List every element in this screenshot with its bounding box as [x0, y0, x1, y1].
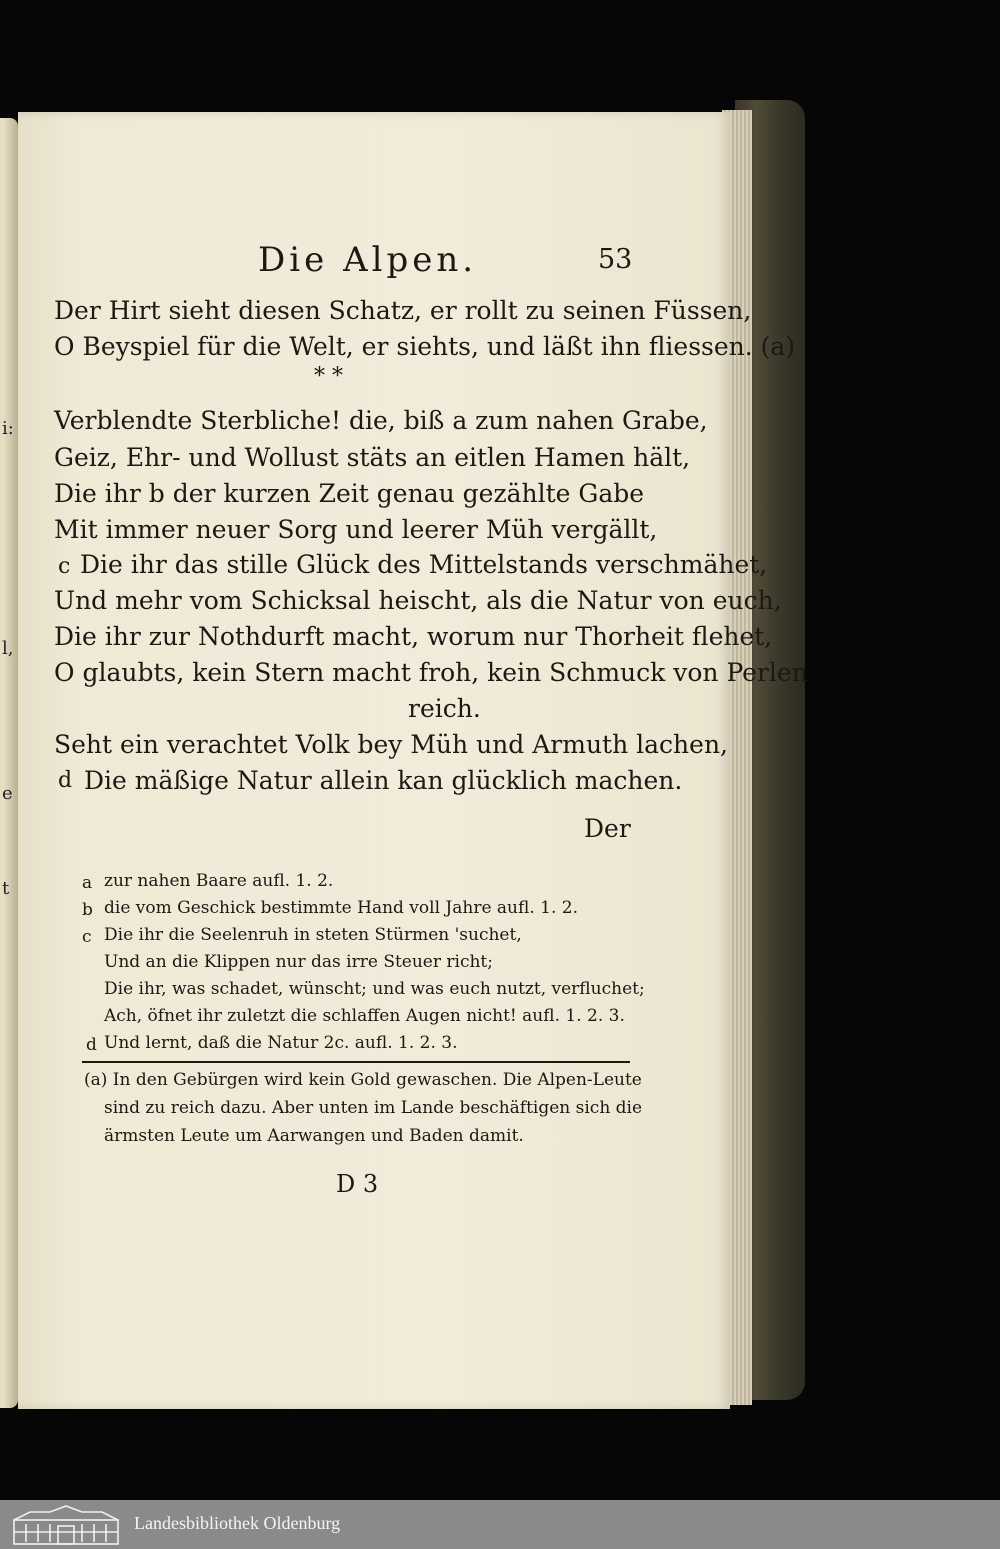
- variant-marker: a: [82, 873, 93, 893]
- variant-marker: d: [58, 768, 73, 793]
- catchword: Der: [584, 814, 631, 843]
- verse-line: Die ihr b der kurzen Zeit genau gezählte Gabe: [54, 479, 645, 508]
- variant-line: Und an die Klippen nur das irre Steuer richt;: [104, 952, 493, 972]
- verse-line: Mit immer neuer Sorg und leerer Müh vergällt,: [54, 515, 658, 544]
- section-asterisks: * *: [314, 364, 343, 389]
- verse-line: Die ihr zur Nothdurft macht, worum nur Thorheit flehet,: [54, 622, 773, 651]
- variant-marker: d: [86, 1035, 97, 1055]
- library-building-icon: [10, 1504, 122, 1546]
- variant-line: Die ihr die Seelenruh in steten Stürmen 'suchet,: [104, 925, 522, 945]
- footer-bar: [0, 1500, 1000, 1549]
- variant-line: Ach, öfnet ihr zuletzt die schlaffen Augen nicht! aufl. 1. 2. 3.: [104, 1006, 625, 1026]
- verse-line: Geiz, Ehr- und Wollust stäts an eitlen Hamen hält,: [54, 443, 691, 472]
- verse-line: O glaubts, kein Stern macht froh, kein Schmuck von Perlen: [54, 658, 808, 687]
- variant-marker: b: [82, 900, 93, 920]
- verse-line: Die ihr das stille Glück des Mittelstands verschmähet,: [80, 550, 768, 579]
- footnote-rule: [82, 1061, 630, 1063]
- variant-marker: c: [58, 554, 71, 579]
- verse-line: Der Hirt sieht diesen Schatz, er rollt zu seinen Füssen,: [54, 296, 752, 325]
- variant-marker: c: [82, 927, 92, 947]
- left-page-edge: [0, 118, 18, 1408]
- running-head: Die Alpen.: [258, 240, 478, 280]
- footnote-line: sind zu reich dazu. Aber unten im Lande beschäftigen sich die: [104, 1098, 643, 1118]
- book-page: [18, 112, 808, 1409]
- signature-mark: D 3: [336, 1170, 379, 1198]
- variant-line: Die ihr, was schadet, wünscht; und was euch nutzt, verfluchet;: [104, 979, 645, 999]
- verse-line: Seht ein verachtet Volk bey Müh und Armuth lachen,: [54, 730, 728, 759]
- verse-line: Die mäßige Natur allein kan glücklich machen.: [84, 766, 683, 795]
- variant-line: die vom Geschick bestimmte Hand voll Jahre aufl. 1. 2.: [104, 898, 578, 918]
- library-name[interactable]: Landesbibliothek Oldenburg: [134, 1513, 341, 1533]
- left-page-fragment: i:: [2, 418, 14, 439]
- left-page-fragment: l,: [2, 638, 14, 659]
- verse-line: reich.: [408, 694, 481, 723]
- verse-line: O Beyspiel für die Welt, er siehts, und läßt ihn fliessen. (a): [54, 332, 796, 361]
- footnote-line: ärmsten Leute um Aarwangen und Baden damit.: [104, 1126, 524, 1146]
- verse-line: Und mehr vom Schicksal heischt, als die Natur von euch,: [54, 586, 782, 615]
- variant-line: zur nahen Baare aufl. 1. 2.: [104, 871, 334, 891]
- left-page-fragment: t: [2, 878, 10, 899]
- left-page-fragment: e: [2, 783, 13, 804]
- footnote-line: (a) In den Gebürgen wird kein Gold gewaschen. Die Alpen-Leute: [84, 1070, 642, 1090]
- verse-line: Verblendte Sterbliche! die, biß a zum nahen Grabe,: [54, 406, 708, 435]
- page-number: 53: [598, 244, 633, 275]
- variant-line: Und lernt, daß die Natur 2c. aufl. 1. 2. 3.: [104, 1033, 458, 1053]
